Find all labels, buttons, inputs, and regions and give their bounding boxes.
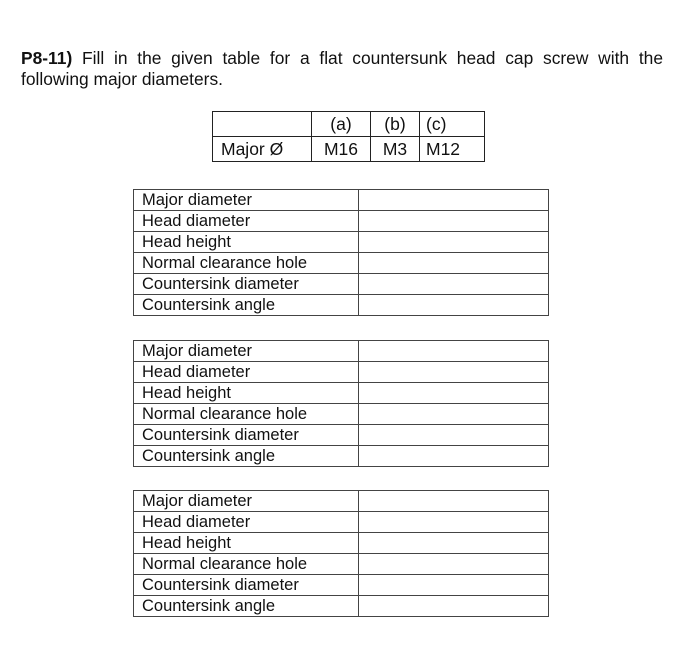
problem-statement (21, 48, 663, 90)
answer-cell[interactable] (359, 404, 549, 425)
table-row (134, 341, 549, 362)
answer-cell[interactable] (359, 362, 549, 383)
table-row (134, 575, 549, 596)
row-label: Head height (134, 533, 359, 554)
value-a: M16 (312, 137, 371, 162)
table-row (134, 274, 549, 295)
table-row (134, 596, 549, 617)
answer-cell[interactable] (359, 341, 549, 362)
column-b-header: (b) (371, 112, 420, 137)
table-row (134, 232, 549, 253)
table-row (134, 425, 549, 446)
row-label: Countersink angle (134, 596, 359, 617)
column-a-header: (a) (312, 112, 371, 137)
column-c-header: (c) (420, 112, 485, 137)
answer-cell[interactable] (359, 425, 549, 446)
row-label: Countersink diameter (134, 425, 359, 446)
answer-cell[interactable] (359, 446, 549, 467)
major-diameter-table (212, 111, 485, 162)
fill-table-c (133, 490, 549, 617)
row-label: Major diameter (134, 341, 359, 362)
diameter-header-row (213, 112, 485, 137)
value-c: M12 (420, 137, 485, 162)
row-label: Countersink diameter (134, 274, 359, 295)
answer-cell[interactable] (359, 232, 549, 253)
major-diameter-label: Major Ø (213, 137, 312, 162)
row-label: Major diameter (134, 491, 359, 512)
answer-cell[interactable] (359, 512, 549, 533)
row-label: Head height (134, 232, 359, 253)
answer-cell[interactable] (359, 383, 549, 404)
table-row (134, 362, 549, 383)
table-row (134, 295, 549, 316)
fill-table-a (133, 189, 549, 316)
row-label: Head height (134, 383, 359, 404)
diameter-value-row (213, 137, 485, 162)
answer-cell[interactable] (359, 596, 549, 617)
answer-cell[interactable] (359, 274, 549, 295)
answer-cell[interactable] (359, 533, 549, 554)
answer-cell[interactable] (359, 295, 549, 316)
answer-cell[interactable] (359, 554, 549, 575)
table-row (134, 404, 549, 425)
row-label: Countersink diameter (134, 575, 359, 596)
row-label: Normal clearance hole (134, 404, 359, 425)
table-row (134, 383, 549, 404)
fill-table-b (133, 340, 549, 467)
answer-cell[interactable] (359, 491, 549, 512)
problem-text: Fill in the given table for a flat countersunk head cap screw with the following major diameters. (21, 48, 663, 89)
table-row (134, 491, 549, 512)
row-label: Head diameter (134, 512, 359, 533)
problem-number: P8-11) (21, 48, 73, 68)
answer-cell[interactable] (359, 253, 549, 274)
table-row (134, 554, 549, 575)
row-label: Countersink angle (134, 295, 359, 316)
table-row (134, 533, 549, 554)
table-row (134, 512, 549, 533)
table-row (134, 211, 549, 232)
value-b: M3 (371, 137, 420, 162)
header-corner-cell (213, 112, 312, 137)
row-label: Normal clearance hole (134, 554, 359, 575)
answer-cell[interactable] (359, 575, 549, 596)
answer-cell[interactable] (359, 211, 549, 232)
row-label: Normal clearance hole (134, 253, 359, 274)
table-row (134, 190, 549, 211)
row-label: Major diameter (134, 190, 359, 211)
table-row (134, 446, 549, 467)
table-row (134, 253, 549, 274)
row-label: Countersink angle (134, 446, 359, 467)
answer-cell[interactable] (359, 190, 549, 211)
row-label: Head diameter (134, 362, 359, 383)
row-label: Head diameter (134, 211, 359, 232)
